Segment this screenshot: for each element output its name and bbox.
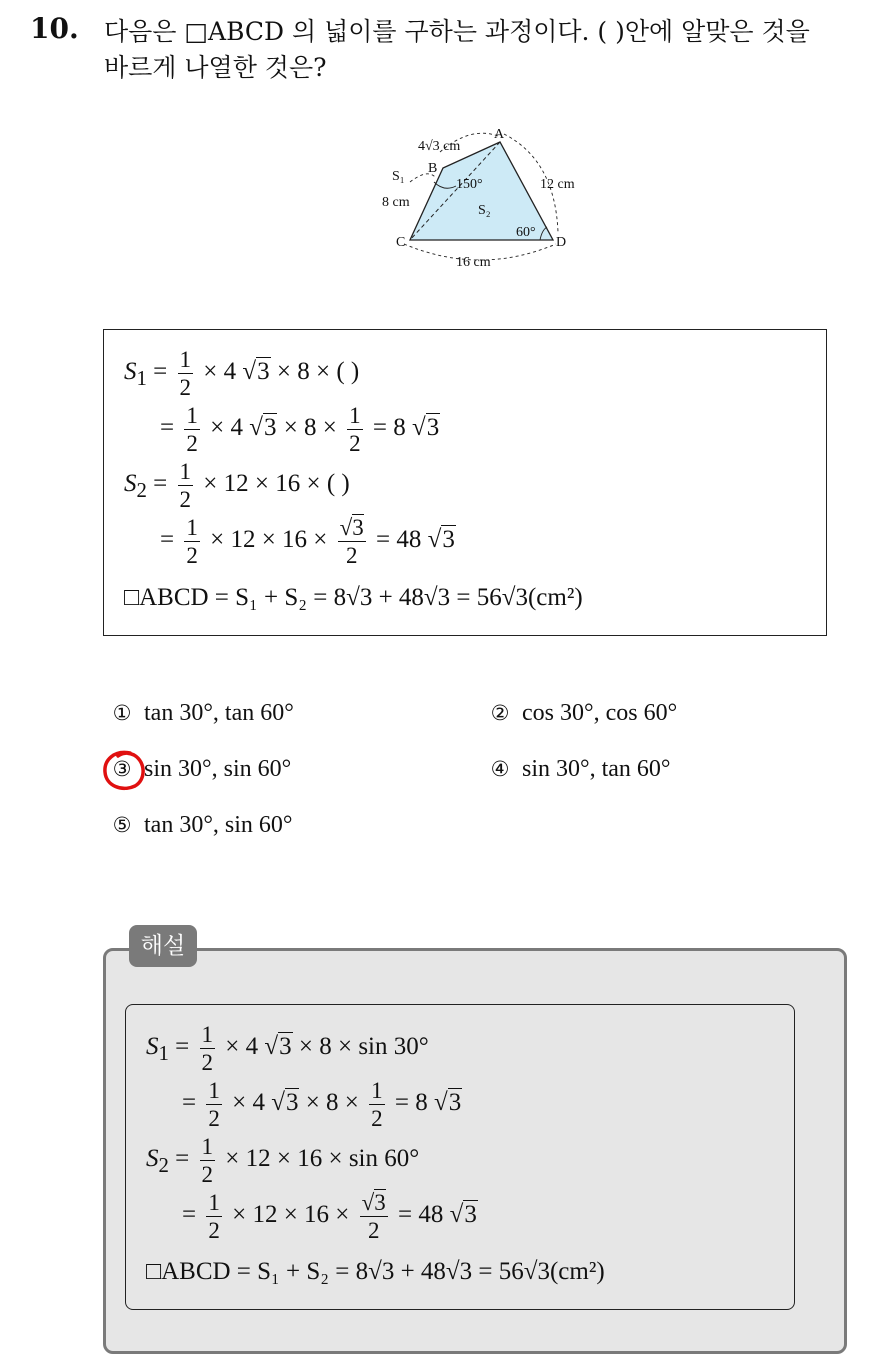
label-CD: 16 cm — [456, 255, 491, 270]
label-BC: 8 cm — [382, 195, 410, 210]
explanation-line-1: $S_1$ = $\frac{1}{2}$ × 4 √3 × 8 × sin 30° — [146, 1022, 429, 1075]
fraction-half: $\frac{1}{2}$ — [179, 347, 192, 400]
choice-4[interactable]: ④ sin 30°, tan 60° — [490, 756, 671, 782]
label-C: C — [396, 235, 406, 250]
explanation-line-5: □ABCD = S₁ + S₂ = 8√3 + 48√3 = 56√3(cm²) — [146, 1258, 605, 1285]
choice-2[interactable]: ② cos 30°, cos 60° — [490, 700, 678, 726]
label-angle-B: 150° — [456, 177, 483, 192]
label-AB: 4√3 cm — [418, 139, 461, 154]
choice-5[interactable]: ⑤ tan 30°, sin 60° — [112, 812, 293, 838]
label-A: A — [494, 127, 505, 142]
problem-line-1: $S_1$ = $\frac{1}{2}$ × 4 √3 × 8 × ( ) — [124, 347, 360, 400]
question-text — [104, 14, 874, 86]
explanation-tag: 해설 — [129, 925, 197, 967]
choice-1[interactable]: ① tan 30°, tan 60° — [112, 700, 294, 726]
question-line-2: 바르게 나열한 것은? — [104, 53, 327, 82]
question-number: 10. — [30, 12, 79, 45]
explanation-line-3: $S_2$ = $\frac{1}{2}$ × 12 × 16 × sin 60° — [146, 1134, 420, 1187]
label-B: B — [428, 161, 438, 176]
problem-line-3: $S_2$ = $\frac{1}{2}$ × 12 × 16 × ( ) — [124, 459, 350, 512]
choice-3[interactable]: ③ sin 30°, sin 60° — [112, 756, 292, 782]
sqrt-3: √3 — [242, 358, 270, 386]
explanation-line-2: = $\frac{1}{2}$ × 4 √3 × 8 × $\frac{1}{2}$ = 8 √3 — [182, 1078, 462, 1131]
answer-circle-mark — [100, 748, 150, 794]
label-AD: 12 cm — [540, 177, 575, 192]
label-angle-D: 60° — [516, 225, 536, 240]
problem-line-2: = $\frac{1}{2}$ × 4 √3 × 8 × $\frac{1}{2}$ = 8 √3 — [160, 403, 440, 456]
label-S1: S₁ — [392, 169, 405, 184]
label-D: D — [556, 235, 567, 250]
problem-line-5: □ABCD = S₁ + S₂ = 8√3 + 48√3 = 56√3(cm²) — [124, 584, 583, 611]
explanation-line-4: = $\frac{1}{2}$ × 12 × 16 × $\frac{√3}{2}$ = 48 √3 — [182, 1190, 477, 1243]
question-line-1: 다음은 □ABCD 의 넓이를 구하는 과정이다. ( )안에 알맞은 것을 — [104, 17, 810, 46]
problem-line-4: = $\frac{1}{2}$ × 12 × 16 × $\frac{√3}{2}$ = 48 √3 — [160, 515, 455, 568]
quadrilateral-figure — [370, 120, 600, 280]
label-S2: S₂ — [478, 203, 491, 218]
